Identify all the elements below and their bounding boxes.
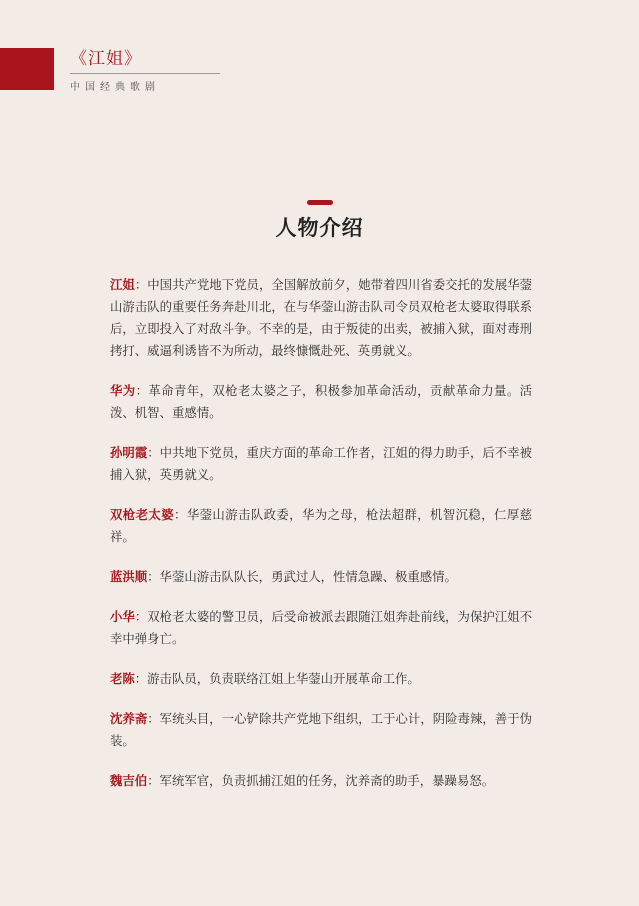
character-entry-xiaohua — [110, 606, 532, 650]
character-entry-huawei — [110, 380, 532, 424]
character-entry-laochen — [110, 668, 532, 690]
character-description: ：中国共产党地下党员，全国解放前夕，她带着四川省委交托的发展华蓥山游击队的重要任务奔赴川北，在与华蓥山游击队司令员双枪老太婆取得联系后，立即投入了对敌斗争。不幸的是，由于叛徒的出卖，被捕入狱，面对毒刑拷打、威逼利诱皆不为所动，最终慷慨赴死、英勇就义。 — [110, 277, 533, 358]
character-description: ：华蓥山游击队政委，华为之母，枪法超群，机智沉稳，仁厚慈祥。 — [110, 507, 533, 544]
page-header — [70, 48, 220, 93]
section-title: 人物介绍 — [275, 215, 364, 240]
header-subtitle: 中国经典歌剧 — [70, 82, 160, 93]
character-name: 华为 — [110, 383, 136, 398]
character-entry-sunmingxia — [110, 442, 532, 486]
character-description: ：游击队员，负责联络江姐上华蓥山开展革命工作。 — [134, 671, 420, 686]
section-title-accent — [307, 200, 333, 205]
character-name: 小华 — [110, 609, 135, 624]
character-name: 双枪老太婆 — [110, 507, 175, 522]
character-entry-lanhongshun — [110, 566, 532, 588]
character-description: ：华蓥山游击队队长，勇武过人，性情急躁、极重感情。 — [147, 569, 457, 584]
character-name: 沈养斋 — [110, 711, 148, 726]
character-description: ：双枪老太婆的警卫员，后受命被派去跟随江姐奔赴前线，为保护江姐不幸中弹身亡。 — [110, 609, 533, 646]
header-accent-block — [0, 48, 54, 90]
character-description: ：军统军官，负责抓捕江姐的任务，沈养斋的助手，暴躁易怒。 — [147, 773, 495, 788]
character-entry-weijibo — [110, 770, 532, 792]
character-name: 江姐 — [110, 277, 135, 292]
character-description: ：军统头目，一心铲除共产党地下组织，工于心计，阴险毒辣，善于伪装。 — [110, 711, 533, 748]
character-entry-jiangjie — [110, 274, 532, 362]
character-name: 魏吉伯 — [110, 773, 148, 788]
header-title: 《江姐》 — [70, 49, 142, 69]
character-entry-shuangqiang — [110, 504, 532, 548]
character-list — [110, 274, 532, 810]
character-name: 孙明霞 — [110, 445, 148, 460]
character-description: ：革命青年，双枪老太婆之子，积极参加革命活动，贡献革命力量。活泼、机智、重感情。 — [110, 383, 533, 420]
character-entry-shenyangzhai — [110, 708, 532, 752]
header-divider — [70, 73, 220, 74]
character-name: 老陈 — [110, 671, 135, 686]
character-description: ：中共地下党员，重庆方面的革命工作者，江姐的得力助手，后不幸被捕入狱，英勇就义。 — [110, 445, 533, 482]
character-name: 蓝洪顺 — [110, 569, 148, 584]
